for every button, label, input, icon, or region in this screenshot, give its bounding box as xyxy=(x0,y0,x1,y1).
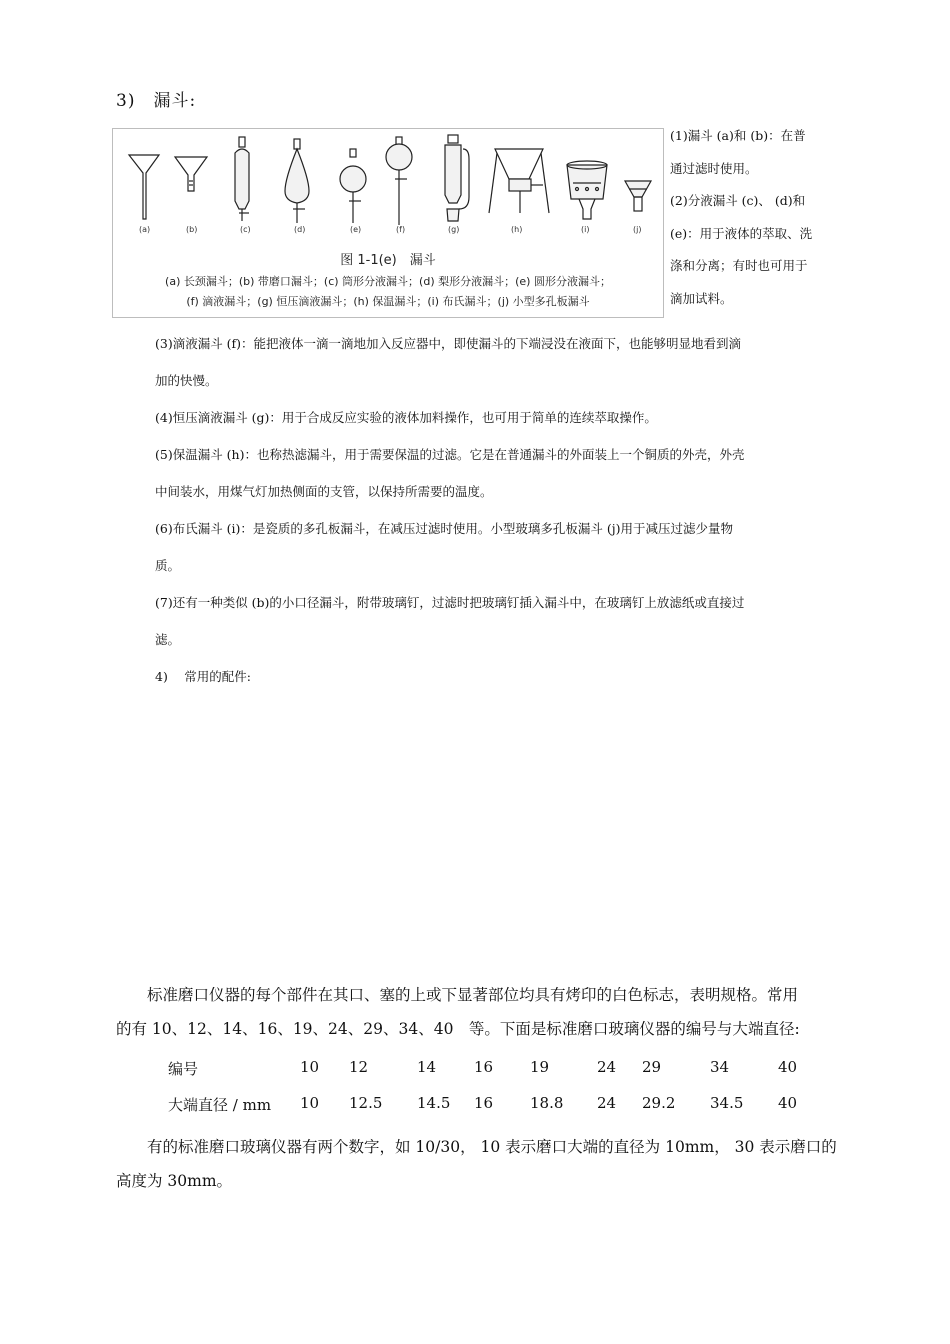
figure-title: 图 1-1(e) 漏斗 xyxy=(340,253,436,268)
table-cell: 29.2 xyxy=(642,1094,676,1112)
table-cell: 34 xyxy=(710,1058,730,1076)
side-note-line: 通过滤时使用。 xyxy=(670,160,758,176)
table-cell: 16 xyxy=(474,1058,494,1076)
intro-line-1: 标准磨口仪器的每个部件在其口、塞的上或下显著部位均具有烤印的白色标志，表明规格。常用 xyxy=(116,986,799,1004)
paragraph-line: (3)滴液漏斗 (f)：能把液体一滴一滴地加入反应器中，即使漏斗的下端浸没在液面下，也能够明显地看到滴 xyxy=(155,336,742,351)
table-cell: 10 xyxy=(300,1094,320,1112)
item-label-c: (c) xyxy=(240,225,251,234)
section-4-title: 4) 常用的配件: xyxy=(155,669,252,684)
paragraph-line: (4)恒压滴液漏斗 (g)：用于合成反应实验的液体加料操作，也可用于简单的连续萃取操作。 xyxy=(155,410,657,425)
side-note-line: 涤和分离；有时也可用于 xyxy=(670,258,808,273)
funnel-f-dropping-illustration xyxy=(386,137,412,225)
side-notes xyxy=(670,120,840,315)
table-cell: 14 xyxy=(417,1058,437,1076)
figure-caption-line-2: (f) 滴液漏斗；(g) 恒压滴液漏斗；(h) 保温漏斗；(i) 布氏漏斗；(j) 小型多孔板漏斗 xyxy=(186,295,590,308)
side-note-line: 滴加试料。 xyxy=(670,290,733,306)
intro-line-2: 的有 10、12、14、16、19、24、29、34、40 等。下面是标准磨口玻璃仪器的编号与大端直径: xyxy=(116,1020,800,1038)
table-row-header: 大端直径 / mm xyxy=(168,1096,272,1114)
item-label-h: (h) xyxy=(511,225,523,234)
paragraph-line: (5)保温漏斗 (h)：也称热滤漏斗，用于需要保温的过滤。它是在普通漏斗的外面装上一个铜质的外壳，外壳 xyxy=(155,447,745,462)
paragraph-line: (7)还有一种类似 (b)的小口径漏斗，附带玻璃钉，过滤时把玻璃钉插入漏斗中，在玻璃钉上放滤纸或直接过 xyxy=(155,595,745,610)
table-cell: 24 xyxy=(597,1058,617,1076)
funnel-i-buchner-illustration xyxy=(567,161,607,219)
paragraph-line: 质。 xyxy=(155,558,181,573)
funnel-descriptions xyxy=(155,325,845,658)
funnel-b-ground-joint-illustration xyxy=(175,157,207,191)
side-note-line: (e)：用于液体的萃取、洗 xyxy=(670,225,813,241)
paragraph-line: 加的快慢。 xyxy=(155,373,218,388)
table-cell: 16 xyxy=(474,1094,494,1112)
standard-joint-intro xyxy=(116,978,864,1046)
funnel-j-small-porous-plate-illustration xyxy=(625,181,651,211)
item-label-e: (e) xyxy=(350,225,362,234)
table-cell: 29 xyxy=(642,1058,662,1076)
funnel-c-cylindrical-separatory-illustration xyxy=(235,137,249,221)
funnel-illustrations xyxy=(113,129,663,247)
table-cell: 12 xyxy=(349,1058,369,1076)
item-label-i: (i) xyxy=(581,225,590,234)
table-cell: 14.5 xyxy=(417,1094,451,1112)
funnel-g-pressure-equalizing-illustration xyxy=(445,135,469,221)
item-label-d: (d) xyxy=(294,225,306,234)
table-cell: 18.8 xyxy=(530,1094,564,1112)
funnel-a-long-neck-illustration xyxy=(129,155,159,219)
table-cell: 24 xyxy=(597,1094,617,1112)
table-cell: 19 xyxy=(530,1058,550,1076)
table-cell: 12.5 xyxy=(349,1094,383,1112)
item-label-b: (b) xyxy=(186,225,198,234)
side-note-line: (1)漏斗 (a)和 (b)：在普 xyxy=(670,128,806,143)
item-label-j: (j) xyxy=(633,225,642,234)
closing-line-1: 有的标准磨口玻璃仪器有两个数字，如 10/30， 10 表示磨口大端的直径为 10mm， 30 表示磨口的 xyxy=(116,1138,837,1156)
item-label-f: (f) xyxy=(396,225,406,234)
paragraph-line: 中间装水，用煤气灯加热侧面的支管，以保持所需要的温度。 xyxy=(155,484,493,499)
closing-paragraph xyxy=(116,1130,864,1198)
funnel-d-pear-separatory-illustration xyxy=(285,139,309,223)
figure-item-labels xyxy=(139,225,641,234)
closing-line-2: 高度为 30mm。 xyxy=(116,1172,233,1190)
paragraph-line: (6)布氏漏斗 (i)：是瓷质的多孔板漏斗，在减压过滤时使用。小型玻璃多孔板漏斗 (j)用于减压过滤少量物 xyxy=(155,521,734,536)
table-cell: 40 xyxy=(778,1058,798,1076)
section-3-title: 3) 漏斗: xyxy=(116,91,197,111)
table-cell: 10 xyxy=(300,1058,320,1076)
figure-caption-line-1: (a) 长颈漏斗；(b) 带磨口漏斗；(c) 筒形分液漏斗；(d) 梨形分液漏斗；(e) 圆形分液漏斗； xyxy=(165,275,611,288)
item-label-g: (g) xyxy=(448,225,460,234)
item-label-a: (a) xyxy=(139,225,151,234)
table-cell: 40 xyxy=(778,1094,798,1112)
paragraph-line: 滤。 xyxy=(155,632,181,647)
side-note-line: (2)分液漏斗 (c)、 (d)和 xyxy=(670,193,806,208)
table-cell: 34.5 xyxy=(710,1094,744,1112)
table-row-header: 编号 xyxy=(168,1060,199,1078)
funnel-h-insulated-illustration xyxy=(489,149,549,213)
funnel-figure xyxy=(112,128,664,318)
funnel-e-round-separatory-illustration xyxy=(340,149,366,223)
